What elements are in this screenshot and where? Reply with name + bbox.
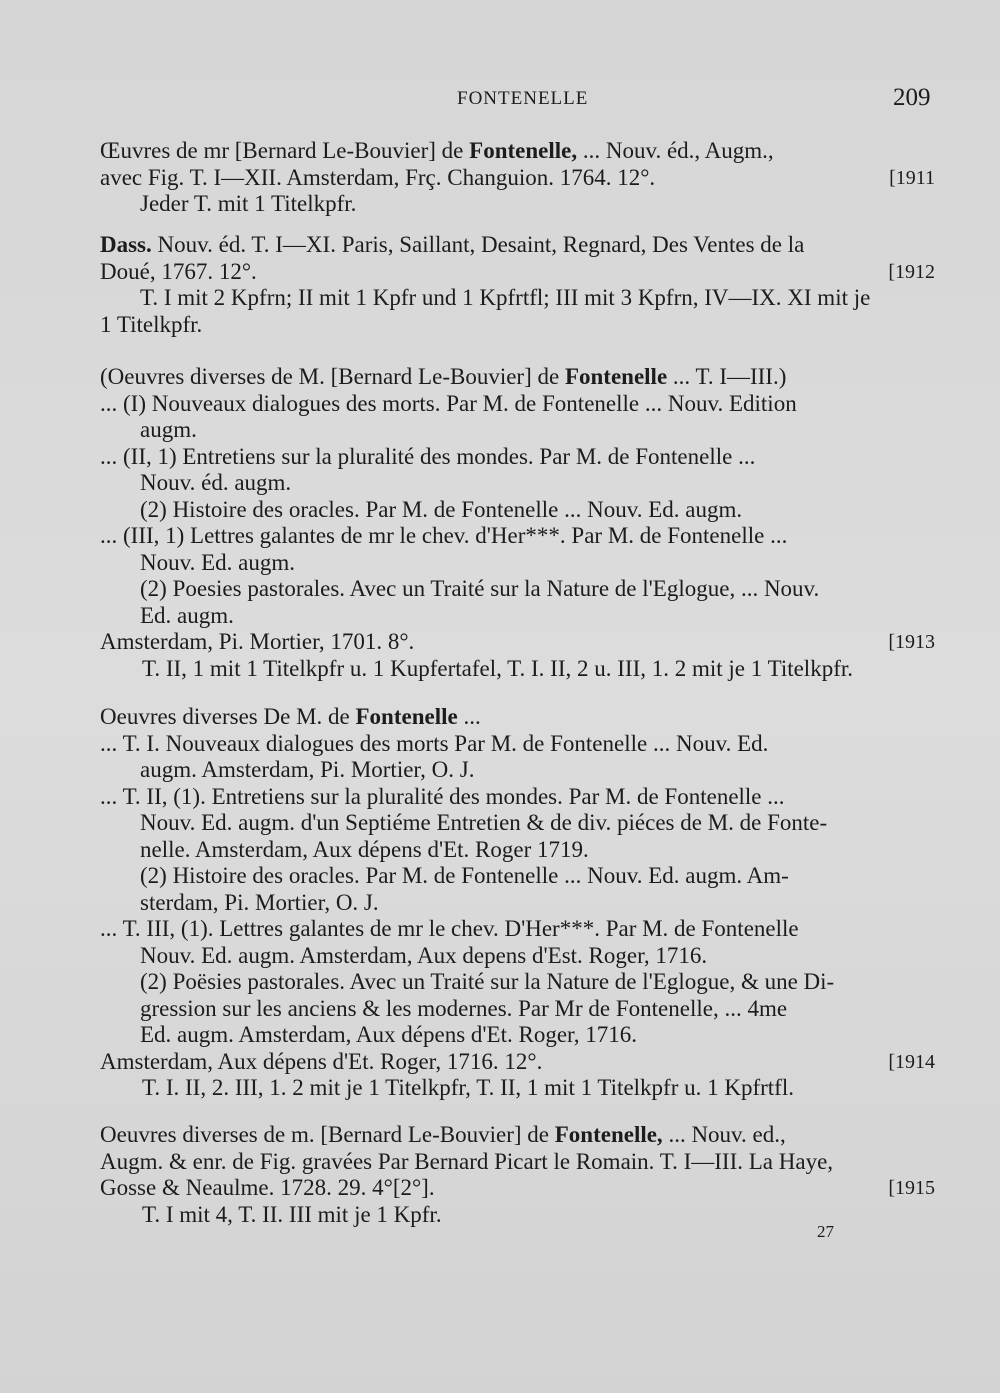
catalog-entry-1912: [100, 232, 935, 338]
entry-line: (2) Histoire des oracles. Par M. de Fontenelle ... Nouv. Ed. augm. Am-: [140, 863, 789, 888]
entry-line: Ed. augm. Amsterdam, Aux dépens d'Et. Roger, 1716.: [140, 1022, 638, 1047]
entry-line: 1 Titelkpfr.: [100, 311, 203, 337]
entry-line: Gosse & Neaulme. 1728. 29. 4°[2°]. [1915: [100, 1175, 935, 1200]
entry-line: Oeuvres diverses de m. [Bernard Le-Bouvier] de Fontenelle, ... Nouv. ed.,: [100, 1122, 786, 1147]
entry-line: Oeuvres diverses De M. de Fontenelle ...: [100, 704, 481, 729]
sheet-signature: 27: [817, 1222, 834, 1241]
entry-line: Nouv. Ed. augm. d'un Septiéme Entretien & de div. piéces de M. de Fonte-: [140, 810, 828, 835]
catalog-entry-1913: [100, 364, 935, 682]
entry-line: Nouv. Ed. augm.: [140, 549, 296, 575]
entry-line: ... (II, 1) Entretiens sur la pluralité des mondes. Par M. de Fontenelle ...: [100, 443, 756, 469]
entry-line: (2) Poesies pastorales. Avec un Traité sur la Nature de l'Eglogue, ... Nouv.: [140, 576, 820, 601]
entry-number: [1915: [888, 1177, 935, 1199]
entry-line: ... T. I. Nouveaux dialogues des morts Par M. de Fontenelle ... Nouv. Ed.: [100, 730, 769, 756]
entry-line: Jeder T. mit 1 Titelkpfr.: [140, 191, 357, 216]
entry-line: gression sur les anciens & les modernes. Par Mr de Fontenelle, ... 4me: [140, 995, 788, 1021]
entry-line: Amsterdam, Pi. Mortier, 1701. 8°. [1913: [100, 629, 935, 654]
entry-line: augm. Amsterdam, Pi. Mortier, O. J.: [140, 757, 475, 782]
entry-line: ... (III, 1) Lettres galantes de mr le chev. d'Her***. Par M. de Fontenelle ...: [100, 523, 788, 548]
entry-line: Dass. Nouv. éd. T. I—XI. Paris, Saillant, Desaint, Regnard, Des Ventes de la: [100, 232, 805, 257]
entry-line: nelle. Amsterdam, Aux dépens d'Et. Roger 1719.: [140, 836, 589, 862]
entry-number: [1912: [888, 260, 935, 283]
entry-line: Nouv. éd. augm.: [140, 470, 292, 495]
entry-line: (2) Histoire des oracles. Par M. de Fontenelle ... Nouv. Ed. augm.: [140, 496, 743, 522]
catalog-entry-1915: [100, 1122, 935, 1228]
entry-line: Amsterdam, Aux dépens d'Et. Roger, 1716. 12°. [1914: [100, 1048, 935, 1074]
entry-line: Nouv. Ed. augm. Amsterdam, Aux depens d'Est. Roger, 1716.: [140, 942, 708, 968]
entry-number: [1913: [888, 631, 935, 653]
entry-line: Ed. augm.: [140, 602, 234, 628]
entry-line: T. I mit 2 Kpfrn; II mit 1 Kpfr und 1 Kpfrtfl; III mit 3 Kpfrn, IV—IX. XI mit je: [140, 285, 871, 310]
entry-line: ... T. III, (1). Lettres galantes de mr le chev. D'Her***. Par M. de Fontenelle: [100, 916, 799, 941]
entry-line: augm.: [140, 417, 197, 442]
page-number: 209: [893, 84, 931, 111]
entry-line: T. II, 1 mit 1 Titelkpfr u. 1 Kupfertafel, T. I. II, 2 u. III, 1. 2 mit je 1 Titelkpfr.: [142, 655, 854, 681]
entry-line: Œuvres de mr [Bernard Le-Bouvier] de Fontenelle, ... Nouv. éd., Augm.,: [100, 138, 774, 163]
entry-line: Doué, 1767. 12°. [1912: [100, 258, 935, 284]
entry-line: ... (I) Nouveaux dialogues des morts. Par M. de Fontenelle ... Nouv. Edition: [100, 390, 797, 416]
entry-line: T. I mit 4, T. II. III mit je 1 Kpfr.: [142, 1201, 442, 1227]
entry-line: Augm. & enr. de Fig. gravées Par Bernard Picart le Romain. T. I—III. La Haye,: [100, 1148, 834, 1174]
entry-line: avec Fig. T. I—XII. Amsterdam, Frç. Changuion. 1764. 12°. [1911: [100, 164, 935, 190]
entry-number: [1911: [889, 166, 935, 189]
running-head: FONTENELLE: [457, 88, 589, 109]
entry-number: [1914: [888, 1050, 935, 1073]
entry-line: (2) Poësies pastorales. Avec un Traité sur la Nature de l'Eglogue, & une Di-: [140, 969, 835, 994]
catalog-entry-1914: [100, 704, 935, 1102]
entry-line: T. I. II, 2. III, 1. 2 mit je 1 Titelkpfr, T. II, 1 mit 1 Titelkpfr u. 1 Kpfrtfl.: [142, 1075, 794, 1100]
entry-line: (Oeuvres diverses de M. [Bernard Le-Bouvier] de Fontenelle ... T. I—III.): [100, 364, 787, 389]
entry-line: ... T. II, (1). Entretiens sur la pluralité des mondes. Par M. de Fontenelle ...: [100, 783, 785, 809]
catalog-entry-1911: [100, 138, 935, 218]
entry-line: sterdam, Pi. Mortier, O. J.: [140, 889, 379, 915]
